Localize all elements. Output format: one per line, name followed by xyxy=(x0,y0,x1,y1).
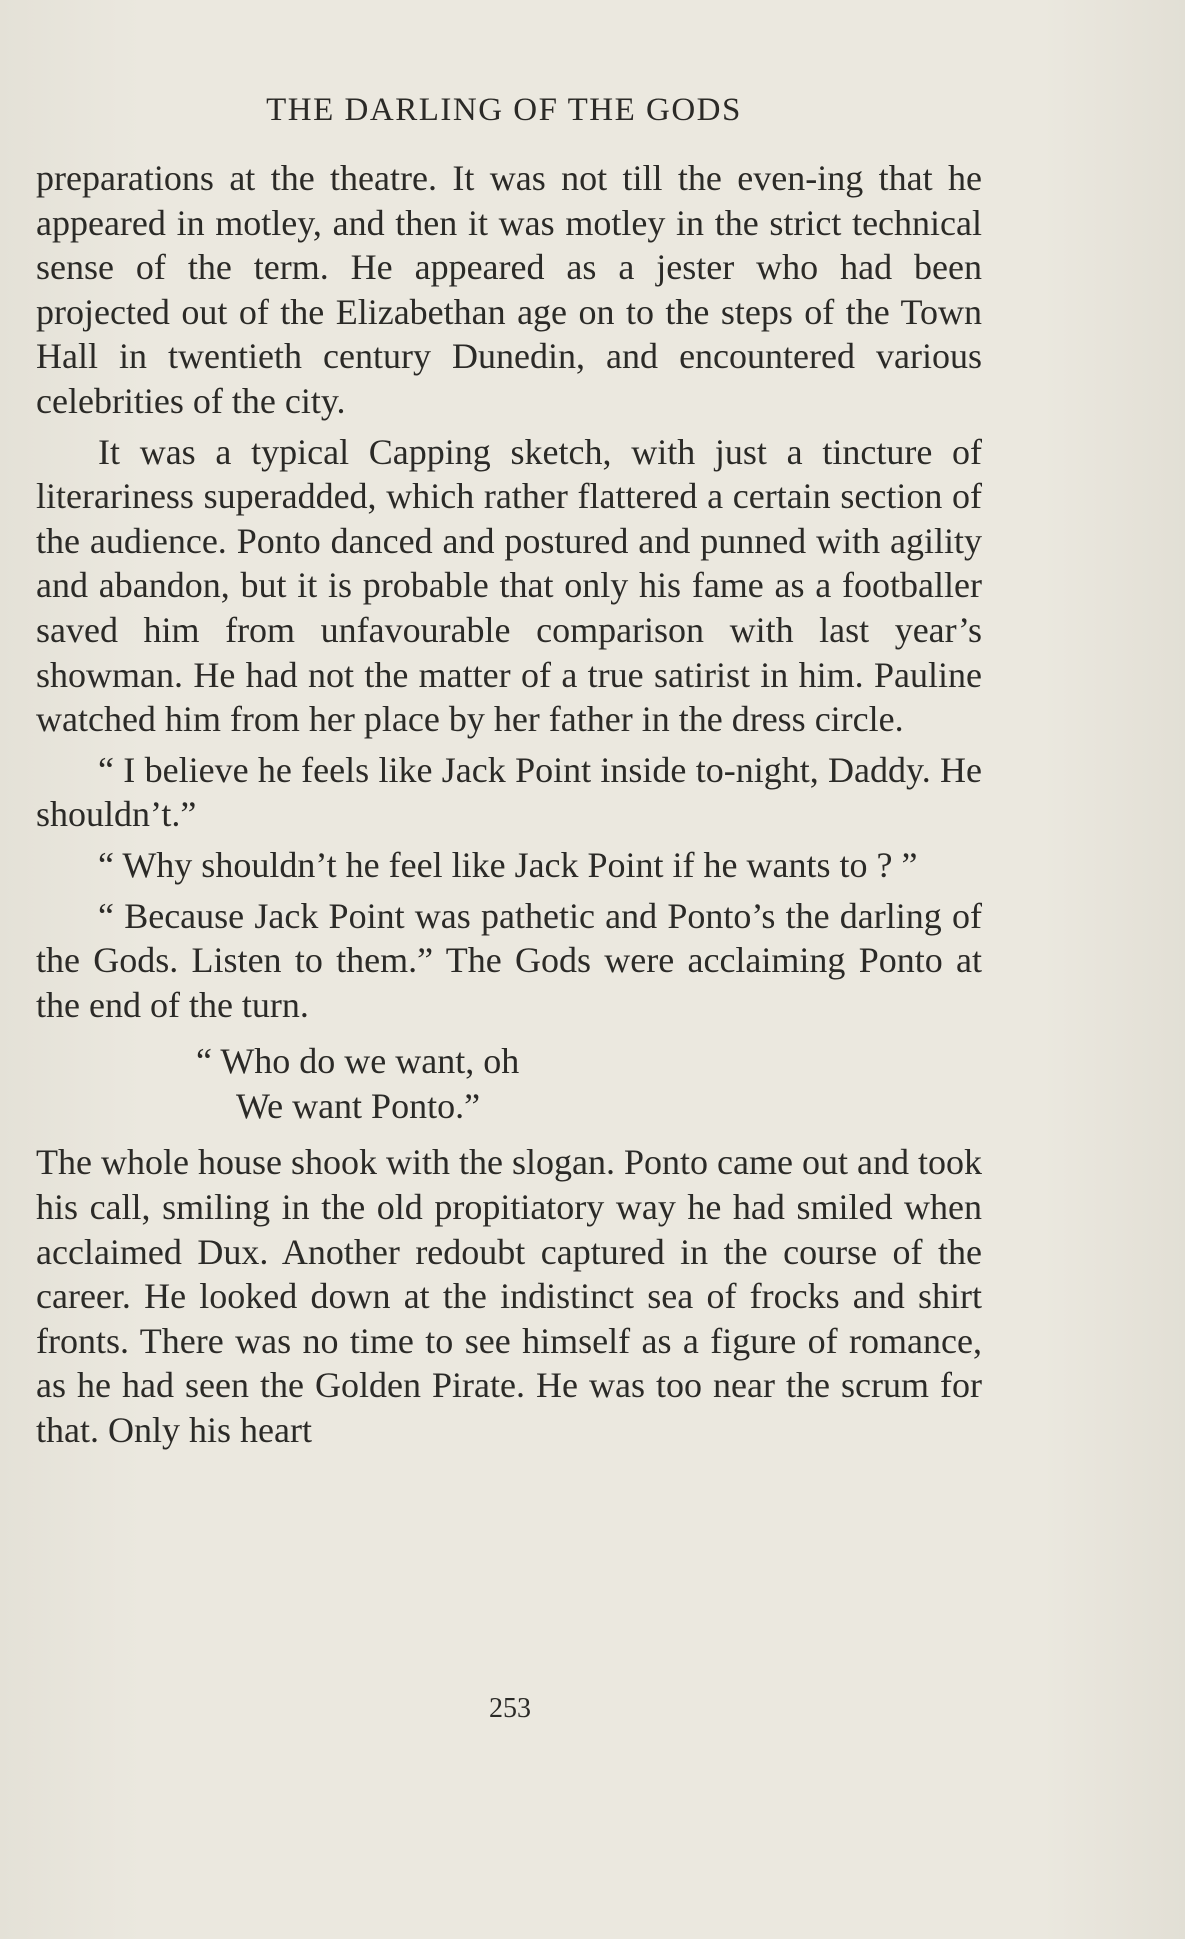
paragraph-4: “ Why shouldn’t he feel like Jack Point if he wants to ? ” xyxy=(98,844,918,885)
verse-quote xyxy=(36,1039,982,1128)
body-text xyxy=(36,156,982,1453)
verse-line-1: “ Who do we want, oh xyxy=(196,1041,520,1082)
paragraph-1: preparations at the theatre. It was not till the even-ing that he appeared in motley, and then it was motley in the strict technical sense of the term. He appeared as a jester who had been projected out of the Elizabethan age on to the steps of the Town Hall in twentieth century Dunedin, and encountered various celebrities of the city. xyxy=(36,158,982,421)
page-number: 253 xyxy=(489,1693,531,1724)
paragraph-5: “ Because Jack Point was pathetic and Ponto’s the darling of the Gods. Listen to them.” The Gods were acclaiming Ponto at the end of the turn. xyxy=(36,895,982,1025)
running-head: THE DARLING OF THE GODS xyxy=(266,92,742,128)
paragraph-3: “ I believe he feels like Jack Point inside to-night, Daddy. He shouldn’t.” xyxy=(36,749,982,835)
closing-paragraph: The whole house shook with the slogan. Ponto came out and took his call, smiling in the old propitiatory way he had smiled when acclaimed Dux. Another redoubt captured in the course of the career. He looked down at the indistinct sea of frocks and shirt fronts. There was no time to see himself as a figure of romance, as he had seen the Golden Pirate. He was too near the scrum for that. Only his heart xyxy=(36,1142,982,1451)
verse-line-2: We want Ponto.” xyxy=(236,1085,481,1126)
paragraph-2: It was a typical Capping sketch, with just a tincture of literariness superadded, which rather flattered a certain section of the audience. Ponto danced and postured and punned with agility and abandon, but it is probable that only his fame as a footballer saved him from unfavourable comparison with last year’s showman. He had not the matter of a true satirist in him. Pauline watched him from her place by her father in the dress circle. xyxy=(36,431,982,740)
